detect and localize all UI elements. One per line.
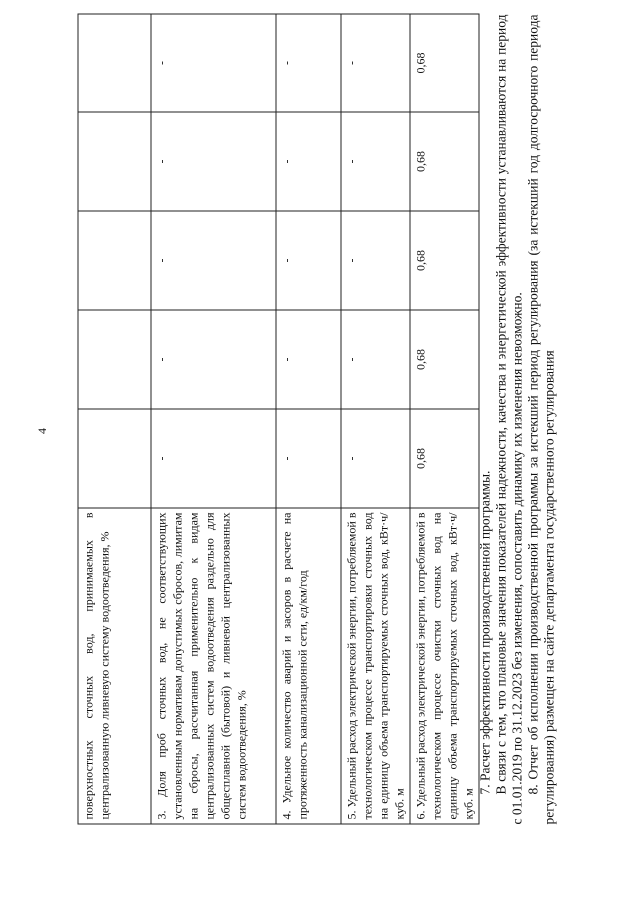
- indicator-value: -: [151, 310, 276, 409]
- indicator-value: -: [151, 409, 276, 508]
- page-number: 4: [35, 428, 49, 434]
- indicator-value: [78, 409, 151, 508]
- indicator-value: -: [276, 14, 341, 112]
- section-7-text: В связи с тем, что плановые значения показателей надежности, качества и энергетической эффективности устанавливаются на период с 01.01.2019 по 31.12.2023 без изменения, сопоставить динамику их изменения невозможно.: [493, 14, 525, 825]
- indicator-value: 0,68: [410, 112, 479, 211]
- indicator-value: [78, 211, 151, 310]
- section-8-text: 8. Отчет об исполнении производственной программы за истекший период регулирования (за истекший год долгосрочного периода регулирования) размещен на сайте департамента государственного регулирования: [525, 14, 557, 825]
- indicator-value: -: [341, 310, 410, 409]
- indicator-value: -: [151, 14, 276, 112]
- indicator-label: 6. Удельный расход электрической энергии, потребляемой в технологическом процессе очистки сточных вод на единицу объема транспортируемых сточных вод, кВт·ч/куб. м: [410, 508, 479, 824]
- table-row: [78, 14, 151, 824]
- table-row: [410, 14, 479, 824]
- indicator-value: 0,68: [410, 14, 479, 112]
- indicators-table: [78, 14, 480, 825]
- indicator-value: -: [341, 409, 410, 508]
- indicator-value: -: [341, 14, 410, 112]
- indicator-value: 0,68: [410, 310, 479, 409]
- indicator-label: 3. Доля проб сточных вод, не соответствующих установленным нормативам допустимых сбросов, лимитам на сбросы, рассчитанная применительно к видам централизованных систем водоотведения раздельно для общесплавной (бытовой) и ливневой централизованных систем водоотведения, %: [151, 508, 276, 824]
- indicator-value: -: [341, 112, 410, 211]
- indicator-value: -: [276, 409, 341, 508]
- indicator-value: -: [276, 211, 341, 310]
- indicator-value: -: [151, 112, 276, 211]
- indicator-value: [78, 310, 151, 409]
- section-7-heading: 7. Расчет эффективности производственной программы.: [477, 470, 493, 795]
- indicator-value: -: [341, 211, 410, 310]
- indicator-value: -: [276, 310, 341, 409]
- indicator-value: -: [151, 211, 276, 310]
- indicator-value: [78, 112, 151, 211]
- table-row: [276, 14, 341, 824]
- table-row: [151, 14, 276, 824]
- indicator-value: [78, 14, 151, 112]
- indicator-value: 0,68: [410, 211, 479, 310]
- indicator-label: 5. Удельный расход электрической энергии, потребляемой в технологическом процессе транспортировки сточных вод на единицу объема транспортируемых сточных вод, кВт·ч/куб. м: [341, 508, 410, 824]
- rotated-page-content: [78, 3, 583, 833]
- indicator-value: -: [276, 112, 341, 211]
- indicator-value: 0,68: [410, 409, 479, 508]
- indicator-label: 4. Удельное количество аварий и засоров в расчете на протяженность канализационной сети, ед/км/год: [276, 508, 341, 824]
- section-7: [478, 15, 558, 825]
- table-row: [341, 14, 410, 824]
- indicator-label: поверхностных сточных вод, принимаемых в централизованную ливневую систему водоотведения, %: [78, 508, 151, 824]
